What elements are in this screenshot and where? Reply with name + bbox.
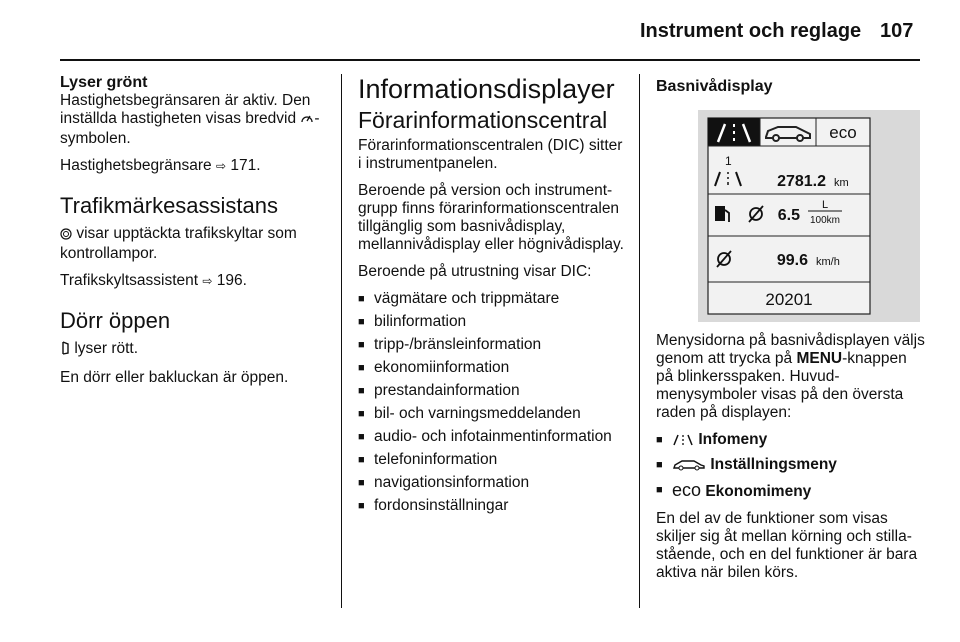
list-item: [656, 481, 926, 501]
list-item: [656, 456, 926, 476]
dic-feature-list: [358, 290, 626, 515]
dic-paragraph-3: Beroende på utrustning visar DIC:: [358, 263, 592, 280]
odometer-value: 20201: [765, 290, 813, 309]
speed-limiter-ref-page[interactable]: 171.: [230, 157, 261, 174]
eco-tab-label: eco: [829, 123, 857, 142]
door-open-symbol-description: lyser rött.: [74, 340, 139, 357]
fuel-unit-top: L: [821, 199, 829, 211]
list-item: ■ bil- och varningsmeddelanden: [358, 405, 626, 423]
list-item: ■ bilinformation: [358, 313, 626, 331]
traffic-sign-ref-page[interactable]: 196.: [216, 272, 247, 289]
trip-value: 2781.2: [777, 173, 826, 190]
basic-level-display-illustration: [698, 110, 920, 322]
door-open-text: En dörr eller bakluckan är öppen.: [60, 369, 289, 386]
speed-limiter-icon: [300, 111, 314, 130]
traffic-sign-text: [60, 225, 330, 263]
speed-value: 99.6: [776, 252, 808, 269]
section-title: Informationsdisplayer: [358, 74, 615, 104]
eco-icon: eco: [672, 480, 702, 500]
door-open-heading: Dörr öppen: [60, 308, 171, 333]
traffic-sign-heading: Trafikmärkesassistans: [60, 193, 279, 218]
list-item: ■ telefoninformation: [358, 451, 626, 469]
section-subtitle: Förarinformationscentral: [358, 107, 608, 133]
car-icon: [672, 458, 706, 476]
fuel-value: 6.5: [777, 207, 800, 224]
road-icon: [672, 433, 694, 451]
speed-limiter-description: Hastighetsbegränsaren är aktiv. Den inställda hastigheten visas bredvid: [60, 92, 311, 127]
list-item: ■ vägmätare och trippmätare: [358, 290, 626, 308]
speed-limiter-ref-text[interactable]: Hastighetsbegränsare: [60, 157, 212, 174]
page-number: 107: [880, 20, 914, 42]
info-menu-label: Infomeny: [698, 431, 768, 448]
dic-paragraph-1: Förarinformationscentralen (DIC) sitter i instrumentpanelen.: [358, 137, 623, 172]
list-item: ■ prestandainformation: [358, 382, 626, 400]
list-item: ■ ekonomiinformation: [358, 359, 626, 377]
traffic-sign-description: visar upptäckta trafikskyltar som kontrollampor.: [60, 225, 297, 262]
traffic-sign-ref-text[interactable]: Trafikskyltsassistent: [60, 272, 199, 289]
settings-menu-label: Inställningsmeny: [710, 456, 837, 473]
page-ref-icon: ⇨: [215, 159, 227, 173]
header-divider: [60, 59, 920, 61]
speed-limiter-ref: [60, 157, 330, 175]
menu-paragraph-post: -knappen på blinkersspaken. Huvudmenysymboler visas på den översta raden på displayen:: [656, 350, 907, 421]
menu-paragraph-pre: Menysidorna på basnivådisplayen väljs genom att trycka på: [656, 332, 925, 367]
list-item: ■ fordonsinställningar: [358, 497, 626, 515]
column-left: [60, 74, 330, 396]
speed-limiter-status-title: Lyser grönt: [60, 74, 148, 91]
list-item: ■ tripp-/bränsleinformation: [358, 336, 626, 354]
column-middle: [358, 74, 626, 524]
list-item: ■ audio- och infotainmentinformation: [358, 428, 626, 446]
trip-number: 1: [725, 154, 732, 168]
column-divider-1: [341, 74, 342, 608]
dic-paragraph-2: Beroende på version och instrumentgrupp finns förarinformationscentralen tillgänglig som basnivådisplay, mellannivådisplay eller högnivådisplay.: [358, 182, 624, 253]
functions-paragraph: En del av de funktioner som visas skiljer sig åt mellan körning och stillastående, och en del funktioner är bara aktiva när bilen körs.: [656, 510, 918, 581]
page-ref-icon: ⇨: [202, 274, 213, 288]
page-header-title: Instrument och reglage: [640, 20, 862, 42]
eco-menu-label: Ekonomimeny: [705, 483, 812, 500]
menu-symbol-list: [656, 431, 926, 501]
menu-key-label: MENU: [796, 350, 843, 367]
speed-unit: km/h: [816, 256, 840, 268]
column-right-body: [656, 332, 926, 591]
fuel-unit-bottom: 100km: [809, 215, 841, 226]
display-graphic: [698, 110, 920, 322]
traffic-sign-icon: [60, 227, 72, 245]
list-item: [656, 431, 926, 451]
list-item: ■ navigationsinformation: [358, 474, 626, 492]
column-divider-2: [639, 74, 640, 608]
traffic-sign-ref: [60, 272, 330, 290]
basic-display-heading: Basnivådisplay: [656, 78, 773, 95]
trip-unit: km: [834, 177, 849, 189]
column-right: [656, 74, 926, 96]
door-open-icon: [60, 341, 70, 360]
menu-paragraph: [656, 332, 926, 422]
speed-limiter-symbol-suffix: -symbolen.: [60, 110, 320, 147]
door-open-symbol-text: [60, 340, 330, 360]
speed-limiter-text: [60, 92, 330, 148]
